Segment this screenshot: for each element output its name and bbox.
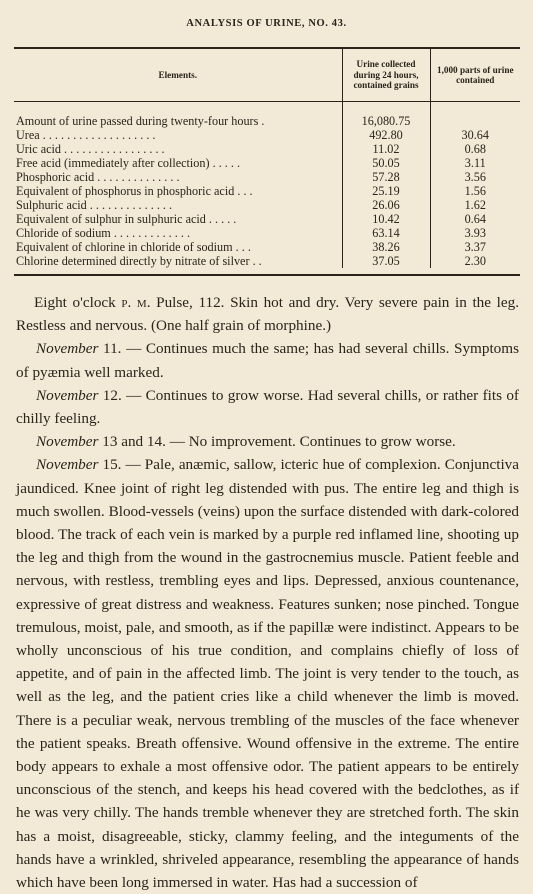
date-label: November <box>36 433 99 451</box>
parts-cell: 3.37 <box>430 240 520 254</box>
element-cell: Chloride of sodium . . . . . . . . . . . . . <box>16 226 191 240</box>
element-cell: Chlorine determined directly by nitrate of silver . . <box>16 254 262 268</box>
running-head: ANALYSIS OF URINE, NO. 43. <box>186 18 347 29</box>
text-run: Eight o'clock <box>34 294 122 311</box>
grains-cell: 492.80 <box>342 128 430 142</box>
element-cell: Uric acid . . . . . . . . . . . . . . . . . <box>16 142 165 156</box>
table-row <box>14 156 520 170</box>
time-pm: p. m. <box>121 294 151 311</box>
parts-cell: 3.93 <box>430 226 520 240</box>
grains-cell: 11.02 <box>342 142 430 156</box>
table-spacer-row <box>14 102 520 115</box>
table-row <box>14 226 520 240</box>
grains-cell: 37.05 <box>342 254 430 268</box>
table-row <box>14 128 520 142</box>
grains-cell: 38.26 <box>342 240 430 254</box>
table-row <box>14 254 520 268</box>
paragraph-nov-13-14 <box>16 430 519 453</box>
text-run: 15. — Pale, anæmic, sallow, icteric hue of complexion. Conjunctiva jaundiced. Knee joint of right leg distended with pus. The entire leg and thigh is much swollen. Blood-vessels (veins) upon the surface distended with dark-colored blood. The track of each vein is marked by a purple red inflamed line, shooting up the leg and thigh from the wound in the gastrocnemius muscle. Patient feeble and nervous, with restless, trembling eyes and lips. Depressed, anxious countenance, expressive of great distress and weakness. Features sunken; nose pinched. Tongue tremulous, moist, pale, and smooth, as if the papillæ were indistinct. Appears to be wholly unconscious of his true condition, and complains chiefly of loss of appetite, and of pain in the affected limb. The joint is very tender to the touch, as well as the leg, and the patient cries like a child whenever the limb is moved. There is a peculiar weak, nervous trembling of the muscles of the face whenever the patient speaks. Breath offensive. Wound offensive in the extreme. The entire body appears to exhale a most offensive odor. The patient appears to be entirely unconscious of the stench, and keeps his head covered with the bedclothes, as if he was very chilly. The hands tremble whenever they are stretched forth. The skin has a moist, disagreeable, sticky, clammy feeling, and the integuments of the hands have a wrinkled, shriveled appearance, resembling the appearance of hands which have been long immersed in water. Has had a succession of <box>16 456 519 892</box>
date-label: November <box>36 456 99 474</box>
grains-cell: 16,080.75 <box>342 114 430 128</box>
header-grains-24h: Urine collected during 24 hours, contained grains <box>342 49 430 102</box>
narrative-text <box>16 291 519 894</box>
date-label: November <box>36 340 99 358</box>
grains-cell: 26.06 <box>342 198 430 212</box>
parts-cell: 0.68 <box>430 142 520 156</box>
element-cell: Amount of urine passed during twenty-four hours . <box>16 114 265 128</box>
parts-cell: 3.56 <box>430 170 520 184</box>
table-row <box>14 142 520 156</box>
text-run: 11. — Continues much the same; has had several chills. Symptoms of pyæmia well marked. <box>16 340 519 381</box>
table-row <box>14 198 520 212</box>
grains-cell: 25.19 <box>342 184 430 198</box>
paragraph-nov-11 <box>16 337 519 383</box>
table-row <box>14 212 520 226</box>
grains-cell: 63.14 <box>342 226 430 240</box>
parts-cell: 0.64 <box>430 212 520 226</box>
parts-cell <box>430 114 520 128</box>
date-label: November <box>36 386 99 404</box>
paragraph-evening <box>16 291 519 337</box>
text-run: Pulse, 112. Skin hot and dry. Very severe pain in the leg. Restless and nervous. (One half grain of morphine.) <box>16 294 519 335</box>
element-cell: Equivalent of phosphorus in phosphoric acid . . . <box>16 184 253 198</box>
element-cell: Equivalent of sulphur in sulphuric acid . . . . . <box>16 212 237 226</box>
paragraph-nov-15 <box>16 453 519 894</box>
parts-cell: 2.30 <box>430 254 520 268</box>
table-bottom-rule <box>14 274 520 276</box>
header-elements: Elements. <box>158 69 198 80</box>
grains-cell: 10.42 <box>342 212 430 226</box>
text-run: 13 and 14. — No improvement. Continues to grow worse. <box>98 433 456 451</box>
table-row <box>14 240 520 254</box>
table-row <box>14 114 520 128</box>
parts-cell: 1.56 <box>430 184 520 198</box>
element-cell: Equivalent of chlorine in chloride of sodium . . . <box>16 240 251 254</box>
parts-cell: 30.64 <box>430 128 520 142</box>
parts-cell: 3.11 <box>430 156 520 170</box>
header-parts-per-1000: 1,000 parts of urine contained <box>430 49 520 102</box>
parts-cell: 1.62 <box>430 198 520 212</box>
element-cell: Free acid (immediately after collection) . . . . . <box>16 156 241 170</box>
paragraph-nov-12 <box>16 384 519 430</box>
element-cell: Sulphuric acid . . . . . . . . . . . . . . <box>16 198 173 212</box>
table-row <box>14 184 520 198</box>
table-header-row <box>14 49 520 102</box>
table-row <box>14 170 520 184</box>
grains-cell: 57.28 <box>342 170 430 184</box>
grains-cell: 50.05 <box>342 156 430 170</box>
element-cell: Phosphoric acid . . . . . . . . . . . . . . <box>16 170 180 184</box>
analysis-table <box>14 49 520 268</box>
text-run: 12. — Continues to grow worse. Had several chills, or rather fits of chilly feeling. <box>16 386 519 428</box>
urine-analysis-table <box>14 47 520 276</box>
element-cell: Urea . . . . . . . . . . . . . . . . . . . <box>16 128 156 142</box>
